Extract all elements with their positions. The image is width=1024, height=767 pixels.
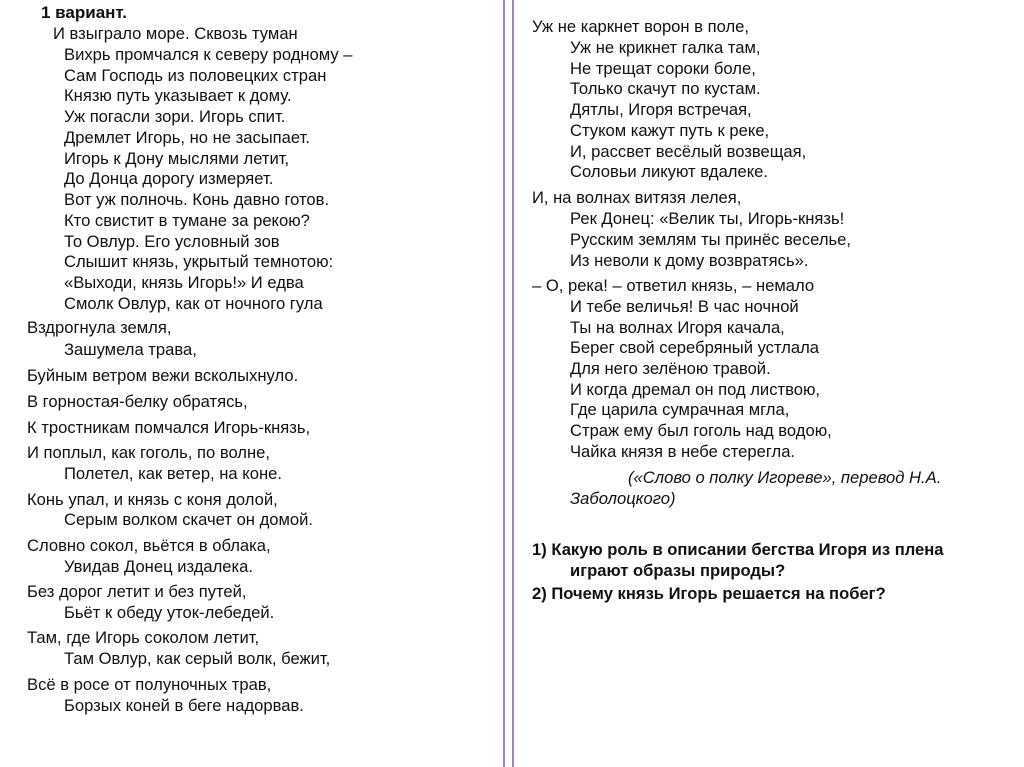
column-divider-left xyxy=(503,0,505,767)
poem-line: – О, река! – ответил князь, – немало xyxy=(532,276,815,295)
poem-line: Страж ему был гоголь над водою, xyxy=(570,421,832,440)
poem-line: Борзых коней в беге надорвав. xyxy=(64,696,304,715)
column-divider-right xyxy=(512,0,514,767)
poem-line: Бьёт к обеду уток-лебедей. xyxy=(64,603,275,622)
poem-line: Игорь к Дону мыслями летит, xyxy=(64,149,290,168)
poem-line: Зашумела трава, xyxy=(64,340,197,359)
poem-line: Чайка князя в небе стерегла. xyxy=(570,442,796,461)
poem-line: И поплыл, как гоголь, по волне, xyxy=(27,443,270,462)
variant-title: 1 вариант. xyxy=(41,3,127,22)
poem-line: Уж погасли зори. Игорь спит. xyxy=(64,107,286,126)
citation-line: («Слово о полку Игореве», перевод Н.А. xyxy=(628,468,942,487)
poem-line: Рек Донец: «Велик ты, Игорь-князь! xyxy=(570,209,845,228)
poem-line: И, на волнах витязя лелея, xyxy=(532,188,742,207)
poem-line: Дятлы, Игоря встречая, xyxy=(570,100,752,119)
poem-line: И когда дремал он под листвою, xyxy=(570,380,821,399)
poem-line: И, рассвет весёлый возвещая, xyxy=(570,142,807,161)
poem-line: Полетел, как ветер, на коне. xyxy=(64,464,282,483)
poem-line: Ты на волнах Игоря качала, xyxy=(570,318,785,337)
poem-line: И взыграло море. Сквозь туман xyxy=(53,24,298,43)
poem-line: И тебе величья! В час ночной xyxy=(570,297,799,316)
poem-line: Там, где Игорь соколом летит, xyxy=(27,628,260,647)
poem-line: Стуком кажут путь к реке, xyxy=(570,121,770,140)
poem-line: Вот уж полночь. Конь давно готов. xyxy=(64,190,330,209)
poem-line: Кто свистит в тумане за рекою? xyxy=(64,211,310,230)
poem-line: Уж не крикнет галка там, xyxy=(570,38,761,57)
poem-line: В горностая-белку обратясь, xyxy=(27,392,248,411)
poem-line: Только скачут по кустам. xyxy=(570,79,761,98)
question-line: 2) Почему князь Игорь решается на побег? xyxy=(532,584,886,603)
poem-line: То Овлур. Его условный зов xyxy=(64,232,280,251)
poem-line: Дремлет Игорь, но не засыпает. xyxy=(64,128,310,147)
poem-line: Берег свой серебряный устлала xyxy=(570,338,820,357)
question-line: 1) Какую роль в описании бегства Игоря из плена xyxy=(532,540,944,559)
poem-line: Уж не каркнет ворон в поле, xyxy=(532,17,749,36)
poem-line: До Донца дорогу измеряет. xyxy=(64,169,274,188)
poem-line: К тростникам помчался Игорь-князь, xyxy=(27,418,311,437)
poem-line: Там Овлур, как серый волк, бежит, xyxy=(64,649,331,668)
poem-line: Всё в росе от полуночных трав, xyxy=(27,675,272,694)
poem-line: Вихрь промчался к северу родному – xyxy=(64,45,353,64)
poem-line: Словно сокол, вьётся в облака, xyxy=(27,536,271,555)
poem-line: Сам Господь из половецких стран xyxy=(64,66,327,85)
poem-line: Где царила сумрачная мгла, xyxy=(570,400,790,419)
poem-line: Вздрогнула земля, xyxy=(27,318,172,337)
question-line: играют образы природы? xyxy=(570,561,786,580)
poem-line: Для него зелёною травой. xyxy=(570,359,771,378)
poem-line: Князю путь указывает к дому. xyxy=(64,86,292,105)
poem-line: Серым волком скачет он домой. xyxy=(64,510,314,529)
poem-line: Из неволи к дому возвратясь». xyxy=(570,251,809,270)
poem-line: Не трещат сороки боле, xyxy=(570,59,756,78)
poem-line: Соловьи ликуют вдалеке. xyxy=(570,162,769,181)
poem-line: Без дорог летит и без путей, xyxy=(27,582,247,601)
poem-line: Увидав Донец издалека. xyxy=(64,557,253,576)
poem-line: Смолк Овлур, как от ночного гула xyxy=(64,294,323,313)
poem-line: Русским землям ты принёс веселье, xyxy=(570,230,851,249)
citation-line: Заболоцкого) xyxy=(570,489,676,508)
poem-line: Буйным ветром вежи всколыхнуло. xyxy=(27,366,299,385)
poem-line: «Выходи, князь Игорь!» И едва xyxy=(64,273,304,292)
poem-line: Слышит князь, укрытый темнотою: xyxy=(64,252,334,271)
poem-line: Конь упал, и князь с коня долой, xyxy=(27,490,278,509)
